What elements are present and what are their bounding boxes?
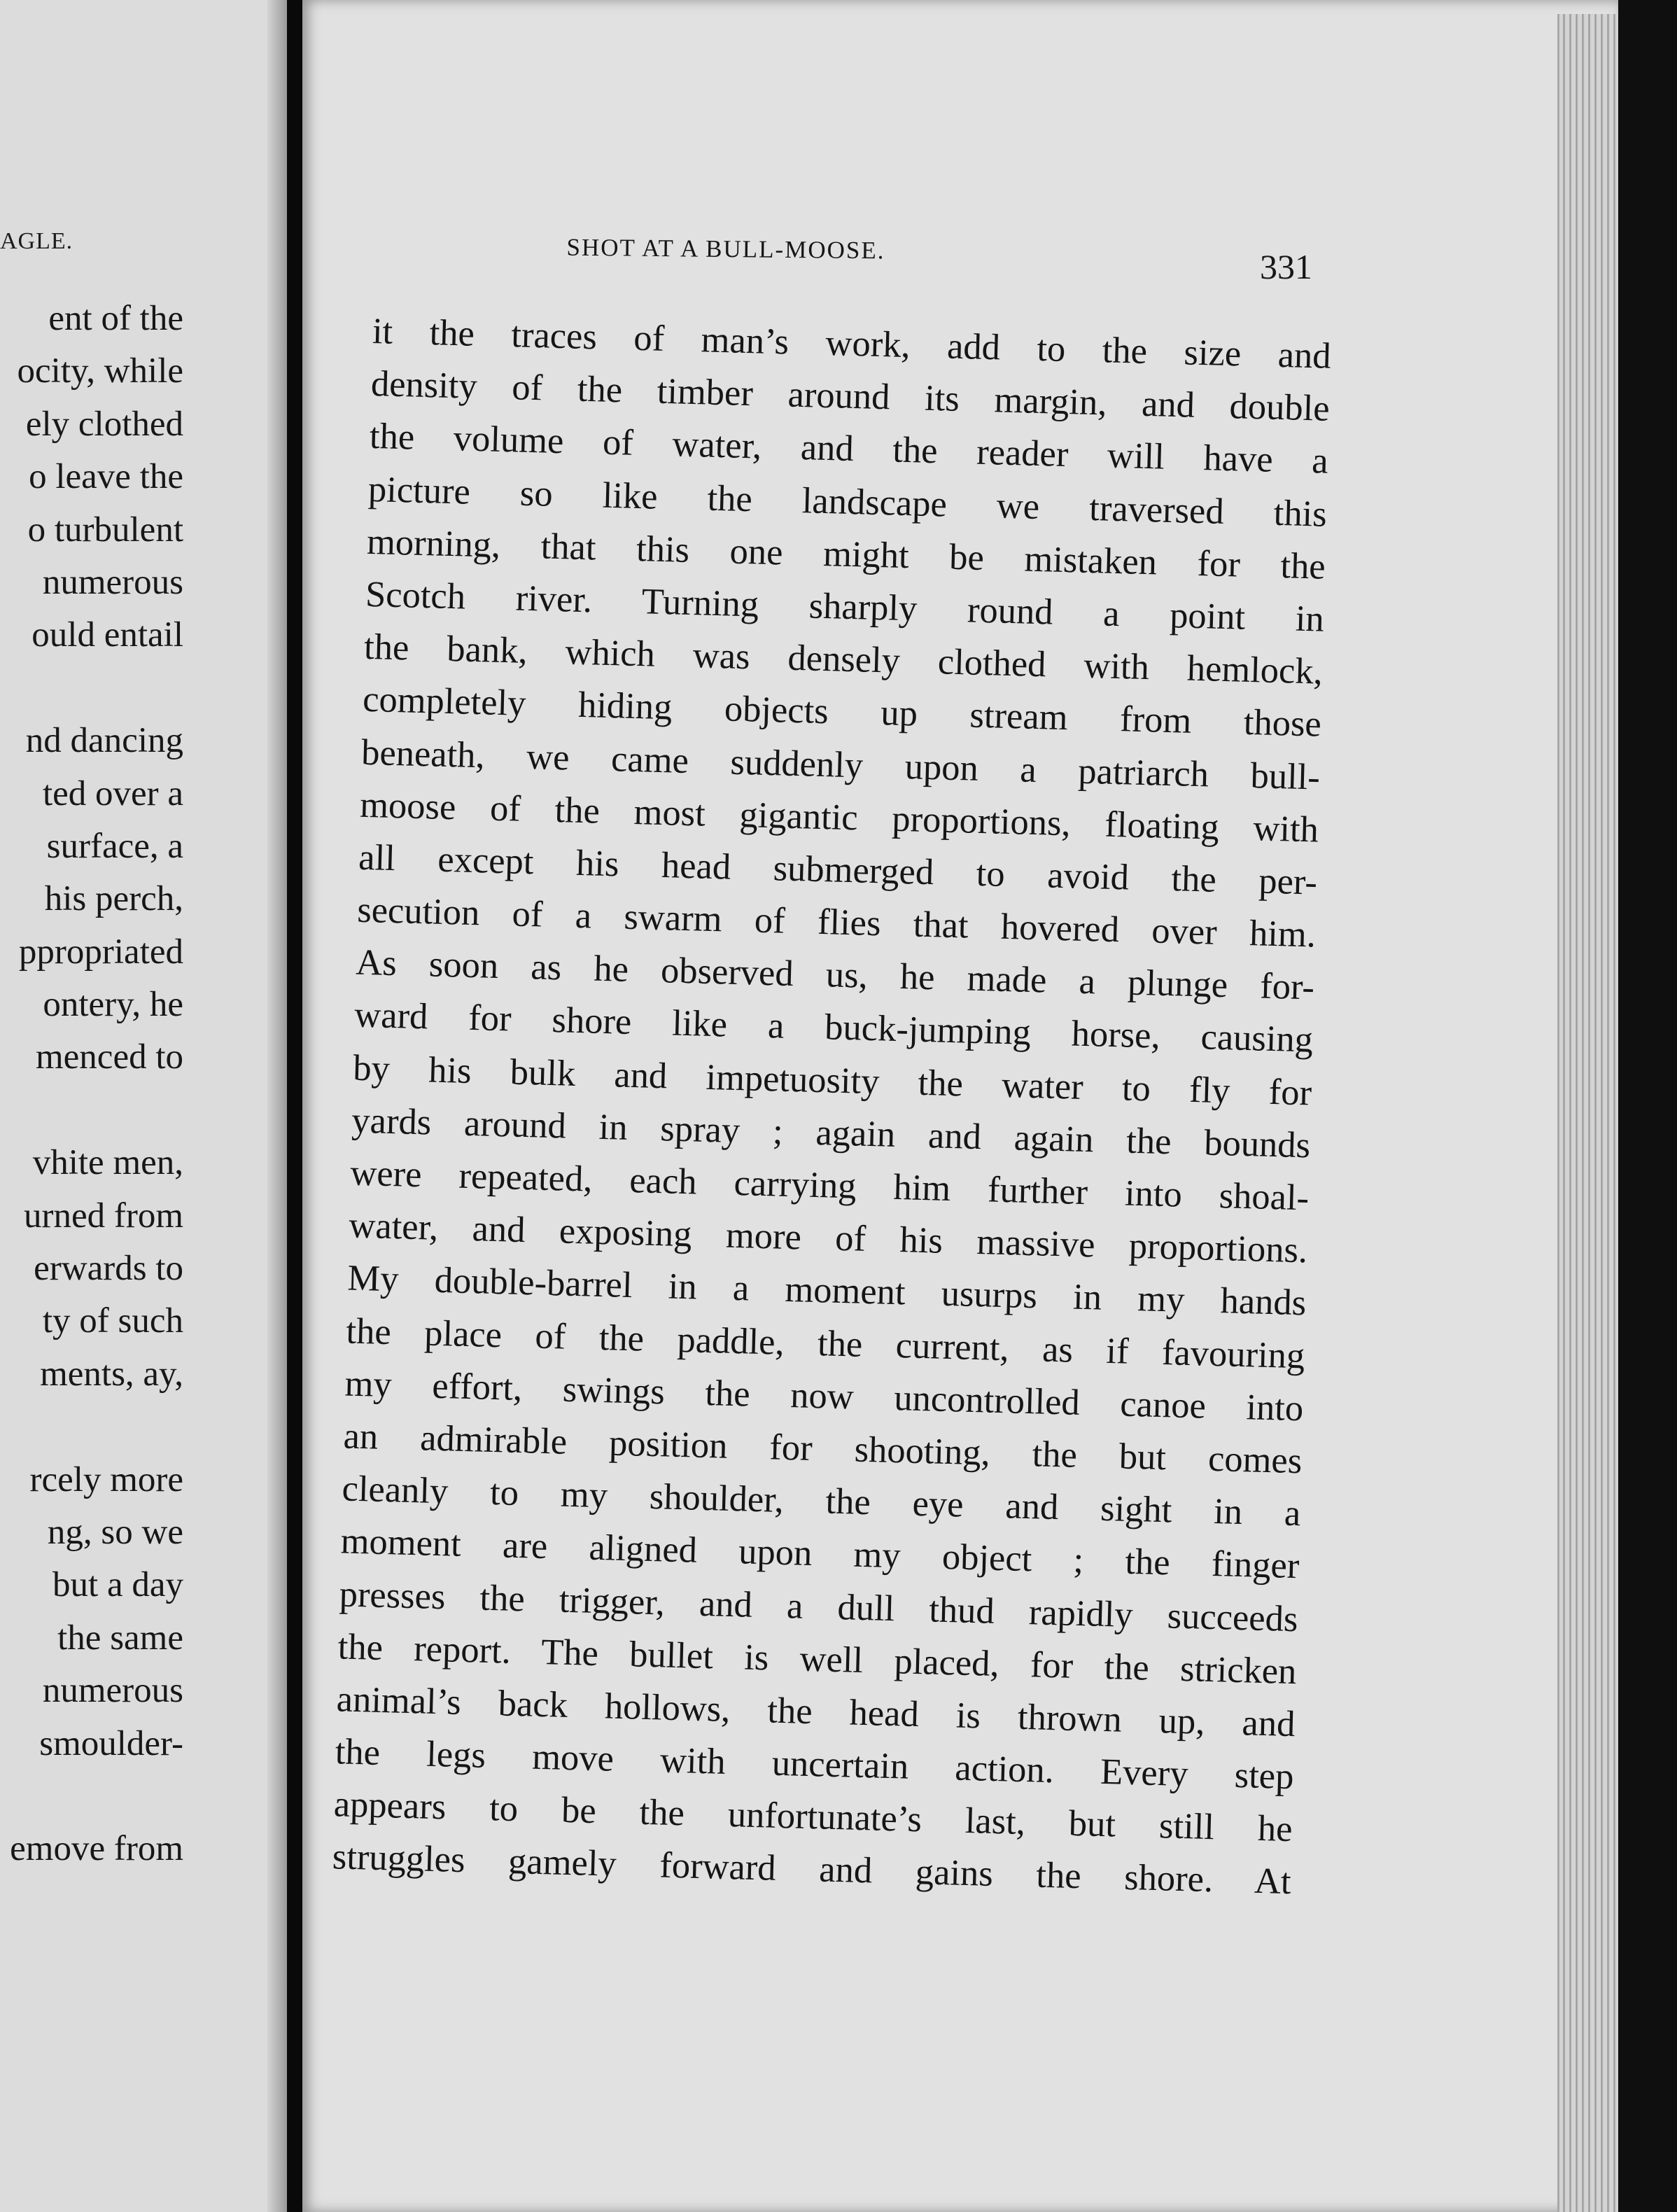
text-line: beneath, we came suddenly upon a patriarch bull- <box>360 732 1321 798</box>
left-text-line: ments, ay, <box>40 1354 183 1394</box>
text-line: presses the trigger, and a dull thud rapidly succeeds <box>339 1573 1299 1639</box>
page-number: 331 <box>1260 247 1312 286</box>
text-line: the report. The bullet is well placed, for the stricken <box>337 1626 1298 1692</box>
left-text-line: o leave the <box>29 457 183 497</box>
text-line: cleanly to my shoulder, the eye and sight in a <box>341 1468 1302 1534</box>
left-text-line: surface, a <box>46 826 183 866</box>
left-text-line: ng, so we <box>47 1512 183 1552</box>
left-text-line: rcely more <box>29 1460 183 1499</box>
text-line: the volume of water, and the reader will have a <box>369 416 1329 482</box>
left-text-block <box>0 293 183 1876</box>
left-text-line: erwards to <box>34 1249 183 1289</box>
left-text-line: numerous <box>42 1671 183 1711</box>
text-line: struggles gamely forward and gains the shore. At <box>332 1836 1292 1903</box>
text-line: the place of the paddle, the current, as if favouring <box>345 1310 1305 1376</box>
left-text-line: ted over a <box>42 774 183 813</box>
left-text-line: menced to <box>36 1037 183 1077</box>
text-line: all except his head submerged to avoid the per- <box>358 836 1318 903</box>
text-line: by his bulk and impetuosity the water to fly for <box>352 1047 1312 1114</box>
text-line: Scotch river. Turning sharply round a point in <box>365 573 1325 640</box>
text-line: density of the timber around its margin, and double <box>370 363 1331 430</box>
left-text-line: smoulder- <box>39 1723 183 1763</box>
left-text-line: numerous <box>42 562 183 602</box>
text-line: moose of the most gigantic proportions, floating with <box>359 784 1319 850</box>
text-line: morning, that this one might be mistaken for the <box>366 521 1326 587</box>
text-line: an admirable position for shooting, the but comes <box>342 1415 1303 1482</box>
book-gutter <box>287 0 302 2212</box>
text-line: appears to be the unfortunate’s last, but still he <box>333 1784 1293 1850</box>
left-running-head: AGLE. <box>0 228 73 254</box>
text-line: yards around in spray ; again and again the bounds <box>351 1100 1311 1166</box>
left-text-line: o turbulent <box>27 510 183 550</box>
left-text-line: nd dancing <box>25 721 183 761</box>
text-line: animal’s back hollows, the head is thrown up, and <box>336 1679 1296 1745</box>
left-text-line: urned from <box>23 1196 183 1236</box>
left-text-line: ely clothed <box>25 404 183 444</box>
left-text-line <box>0 1401 183 1453</box>
left-text-line: ent of the <box>48 299 183 338</box>
left-text-line: ty of such <box>42 1301 183 1341</box>
text-line: secution of a swarm of flies that hovered over him. <box>356 889 1317 955</box>
text-line: picture so like the landscape we traversed this <box>367 468 1328 535</box>
left-text-line: the same <box>57 1618 183 1658</box>
left-text-line: ould entail <box>31 615 183 655</box>
left-text-line <box>0 1770 183 1823</box>
page-edge-shadow <box>267 0 287 2212</box>
left-text-line: ocity, while <box>17 351 183 391</box>
left-text-line: but a day <box>52 1565 183 1605</box>
page-edges <box>1557 14 1618 2212</box>
left-page <box>0 0 287 2212</box>
text-line: My double-barrel in a moment usurps in my hands <box>346 1257 1307 1324</box>
text-line: the legs move with uncertain action. Every step <box>335 1731 1295 1798</box>
text-line: completely hiding objects up stream from those <box>362 679 1322 745</box>
text-line: water, and exposing more of his massive proportions. <box>348 1205 1308 1271</box>
body-text <box>332 305 1332 1909</box>
left-text-line: his perch, <box>44 879 183 919</box>
text-line: ward for shore like a buck-jumping horse, causing <box>353 995 1314 1060</box>
text-line: As soon as he observed us, he made a plunge for- <box>355 941 1315 1008</box>
text-line: were repeated, each carrying him further into shoal- <box>349 1152 1310 1219</box>
left-text-line: vhite men, <box>32 1143 183 1183</box>
left-text-line <box>0 662 183 715</box>
text-line: moment are aligned upon my object ; the finger <box>340 1520 1300 1587</box>
left-text-line: ontery, he <box>43 985 183 1025</box>
text-line: my effort, swings the now uncontrolled canoe into <box>344 1363 1304 1429</box>
text-line: the bank, which was densely clothed with hemlock, <box>363 626 1324 692</box>
left-text-line: ppropriated <box>18 932 183 972</box>
left-text-line <box>0 1084 183 1137</box>
left-text-line: emove from <box>10 1829 183 1869</box>
running-head: SHOT AT A BULL-MOOSE. <box>566 233 885 265</box>
text-line: it the traces of man’s work, add to the size and <box>372 310 1332 377</box>
